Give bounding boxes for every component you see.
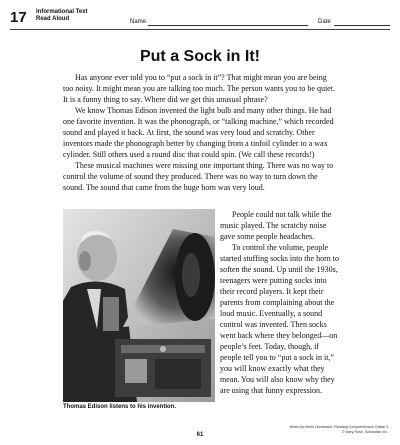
header-label-line1: Informational Text xyxy=(36,9,88,15)
header-label xyxy=(36,9,88,23)
paragraph-3: These musical machines were missing one important thing. There was no way to control the volume of sound they produced. There was no way to turn down the sound. The sound that came from the huge horn was very loud. xyxy=(63,161,334,192)
side-paragraph-2: To control the volume, people started stuffing socks into the horn to soften the sound. Up until the 1930s, teenagers were putting socks into their record players. It kept their parents from complaining about the loud music. Eventually, a sound control was invented. Then socks went back where they belonged—on people’s feet. Today, though, if people tell you to “put a sock in it,” you will know exactly what they mean. You will also know why they are using that funny expression. xyxy=(220,243,339,395)
name-line xyxy=(148,25,308,26)
paragraph-1: Has anyone ever told you to “put a sock in it”? That might mean you are being too noisy. It might mean you are talking too much. The person wants you to be quiet. It is a funny thing to say. Where did we get this unusual phrase? xyxy=(63,73,335,104)
paragraph-2: We know Thomas Edison invented the light bulb and many other things. He had one favorite invention. It was the phonograph, or “talking machine,” which recorded sound and played it back. At first, the sound was very loud and scratchy. Other inventors made the phonograph better by changing from a tinfoil cylinder to a wax cylinder. Still others used a round disc that could spin. (We call these records!) xyxy=(63,106,334,159)
side-paragraph-1: People could not talk while the music played. The scratchy noise gave some people headaches. xyxy=(220,210,332,241)
page-number: 61 xyxy=(196,432,204,438)
side-column xyxy=(220,209,342,396)
credit-line-2: © Mary Rose, Scholastic Inc. xyxy=(341,429,388,434)
article-body xyxy=(63,72,337,193)
header-label-line2: Read Aloud xyxy=(36,16,70,22)
header-rule xyxy=(10,29,390,30)
name-label: Name xyxy=(130,19,147,25)
edison-phonograph-photo xyxy=(63,209,215,402)
photo-illustration xyxy=(63,209,215,402)
page-title: Put a Sock in It! xyxy=(139,48,260,65)
page-badge-number: 17 xyxy=(10,9,27,26)
date-line xyxy=(334,25,390,26)
credits xyxy=(276,425,388,434)
date-label: Date xyxy=(318,19,331,25)
credit-line-1: Week-by-Week Homework: Reading Comprehension Grade 3 xyxy=(289,425,388,429)
photo-caption: Thomas Edison listens to his invention. xyxy=(63,404,177,410)
